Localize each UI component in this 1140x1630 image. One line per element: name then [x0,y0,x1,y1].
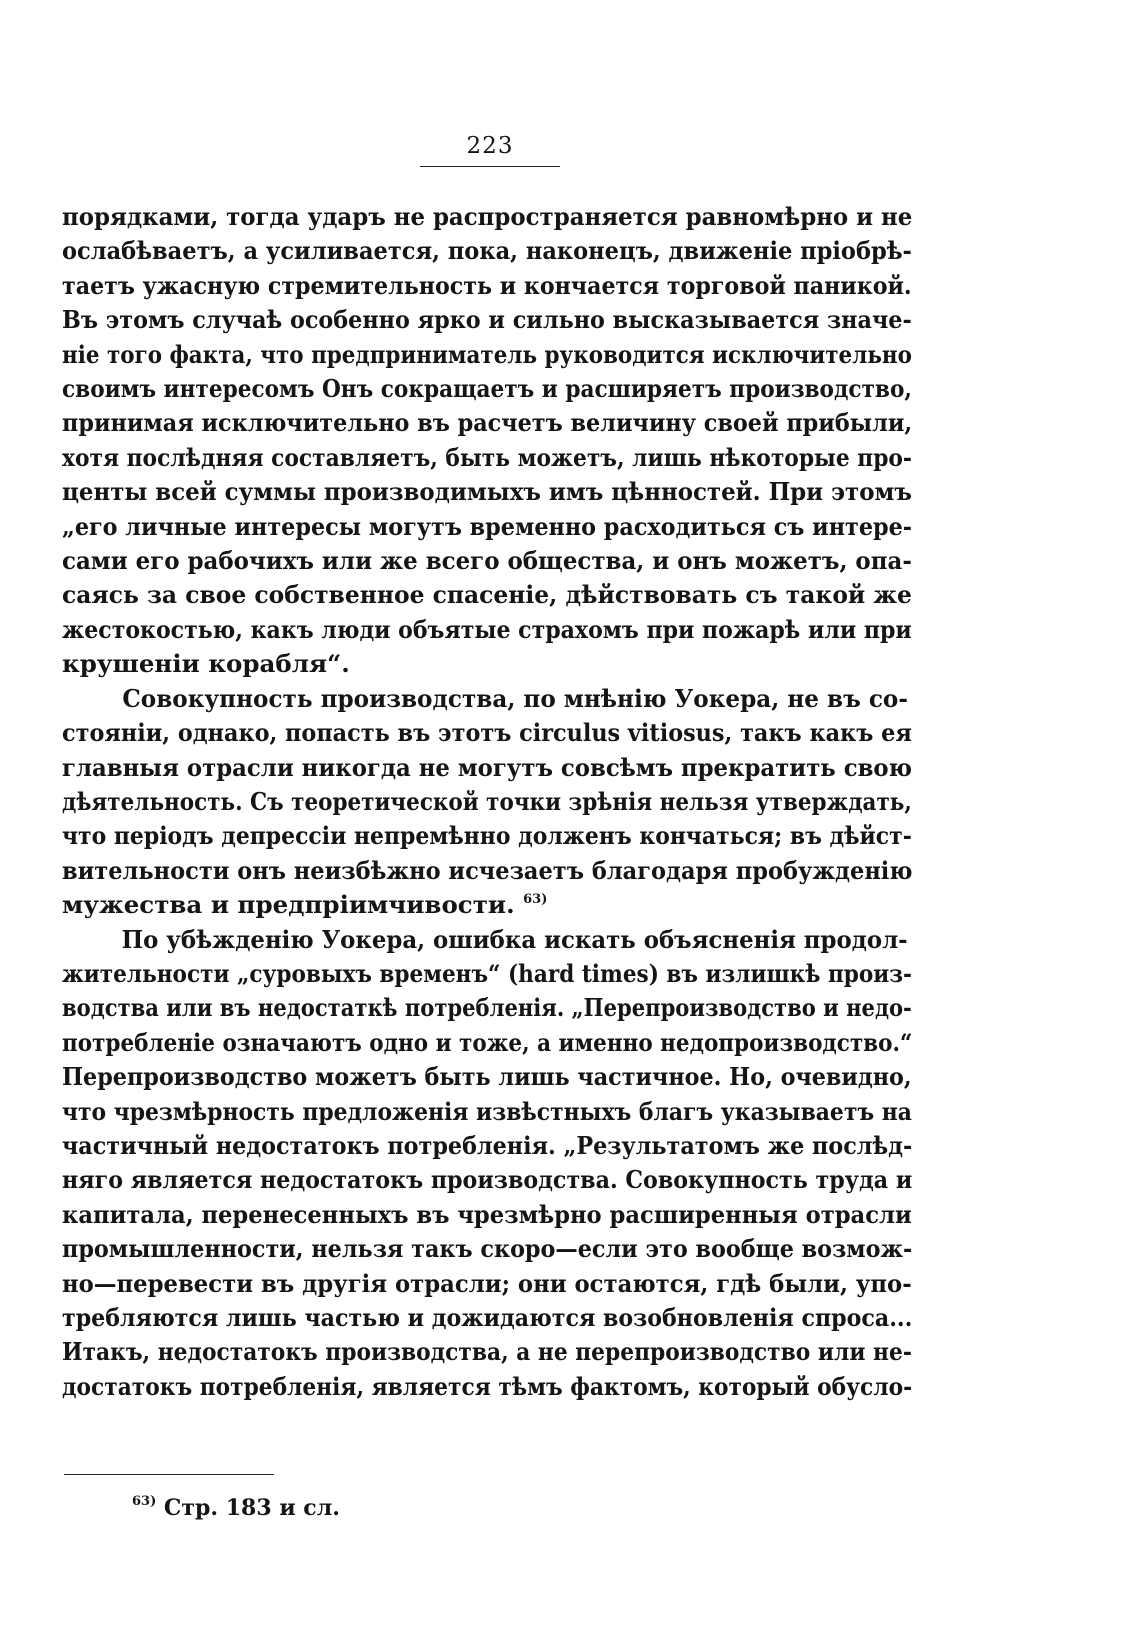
text-line-content: капитала, перенесенныхъ въ чрезмѣрно расширенныя отрасли [62,1199,912,1229]
page-number: 223 [466,133,514,159]
text-line [62,1335,912,1369]
text-line-content: промышленности, нельзя такъ скоро—если это вообще возмож- [62,1234,913,1264]
text-line-content: жестокостью, какъ люди объятые страхомъ при пожарѣ или при [62,614,912,644]
text-line [62,234,912,268]
text-line [62,1060,912,1094]
text-line-content: но—перевести въ другiя отрасли; они остаются, гдѣ были, упо- [62,1268,912,1298]
text-line-content: нiе того факта, что предприниматель руководится исключительно [62,339,912,369]
text-line [62,372,912,406]
text-line [62,647,912,681]
text-line [62,716,912,750]
text-line [62,751,912,785]
text-line-content: порядками, тогда ударъ не распространяется равномѣрно и не [62,202,913,231]
text-line-content: По убѣжденiю Уокера, ошибка искать объясненiя продол- [121,924,908,954]
text-line-content: мужества и предпрiимчивости. [62,890,515,920]
text-line [62,544,912,578]
text-line-content: сами его рабочихъ или же всего общества, и онъ можетъ, опа- [62,546,912,576]
text-line-content: главныя отрасли никогда не могутъ совсѣмъ прекратить свою [62,752,912,782]
text-line [62,819,912,853]
text-line-content: центы всей суммы производимыхъ имъ цѣнностей. При этомъ [62,477,912,507]
text-line-content: хотя послѣдняя составляетъ, быть можетъ, лишь нѣкоторые про- [62,442,912,472]
text-line-content: ослабѣваетъ, а усиливается, пока, наконецъ, движенiе прiобрѣ- [62,236,912,266]
footnote [132,1494,340,1522]
footnote-text: Стр. 183 и сл. [156,1495,340,1521]
text-line [62,682,908,716]
header-rule [420,166,560,167]
text-line-content: стоянiи, однако, попасть въ этотъ circulus vitiosus, такъ какъ ея [62,718,912,748]
text-line [62,578,912,612]
text-line-content: достатокъ потребленiя, является тѣмъ фактомъ, который обусло- [62,1371,913,1401]
text-line-content: саясь за свое собственное спасенiе, дѣйствовать съ такой же [62,580,912,610]
text-line-content: вительности онъ неизбѣжно исчезаетъ благодаря пробужденiю [62,855,913,885]
text-line-content: дѣятельность. Съ теоретической точки зрѣнiя нельзя утверждать, [62,786,912,816]
text-line [62,1370,913,1404]
text-line-content: таетъ ужасную стремительность и кончается торговой паникой. [62,270,912,300]
text-line-content: Совокупность производства, по мнѣнiю Уокера, не въ со- [122,683,908,713]
text-line-content: частичный недостатокъ потребленiя. „Результатомъ же послѣд- [62,1130,913,1160]
text-line [62,475,912,509]
text-line [62,613,912,647]
text-line [62,923,908,957]
text-line-content: что перiодъ депрессiи непремѣнно долженъ кончаться; въ дѣйст- [62,821,912,851]
text-line [62,1232,913,1266]
text-line-content: своимъ интересомъ Онъ сокращаетъ и расширяетъ производство, [62,374,912,404]
text-line-content: „его личные интересы могутъ временно расходиться съ интере- [62,511,913,541]
text-line [62,269,912,303]
text-line-content: что чрезмѣрность предложенiя извѣстныхъ благъ указываетъ на [62,1096,912,1126]
body-text [62,200,912,1404]
text-line [62,406,913,440]
text-line [62,338,912,372]
text-line [62,303,912,337]
footnote-reference: 63) [523,892,548,908]
text-line-content: Перепроизводство можетъ быть лишь частичное. Но, очевидно, [62,1062,912,1092]
text-line-content: крушенiи корабля“. [62,649,350,679]
text-line [62,1198,912,1232]
text-line [62,1026,913,1060]
text-line [62,957,912,991]
text-line-content: няго является недостатокъ производства. Совокупность труда и [62,1165,913,1195]
text-line-content: жительности „суровыхъ временъ“ (hard times) въ излишкѣ произ- [62,958,912,988]
text-line [62,991,912,1025]
text-line-content: водства или въ недостаткѣ потребленiя. „Перепроизводство и недо- [62,993,912,1023]
text-line [62,441,912,475]
text-line-content: потребленiе означаютъ одно и тоже, а именно недопроизводство.“ [62,1027,913,1057]
footnote-marker: 63) [132,1494,157,1509]
text-line [62,1301,913,1335]
footnote-rule [64,1474,274,1475]
text-line [62,510,913,544]
text-line-content: принимая исключительно въ расчетъ величину своей прибыли, [62,408,913,438]
text-line-content: требляются лишь частью и дожидаются возобновленiя спроса... [62,1303,913,1332]
text-line [62,854,913,888]
text-line-content: Итакъ, недостатокъ производства, а не перепроизводство или не- [62,1337,912,1367]
text-line [62,888,912,922]
text-line-content: Въ этомъ случаѣ особенно ярко и сильно высказывается значе- [62,305,912,335]
text-line [62,1095,912,1129]
text-line [62,1129,913,1163]
text-line [62,1163,913,1197]
text-line [62,1267,912,1301]
text-line [62,785,912,819]
text-line [62,200,913,234]
